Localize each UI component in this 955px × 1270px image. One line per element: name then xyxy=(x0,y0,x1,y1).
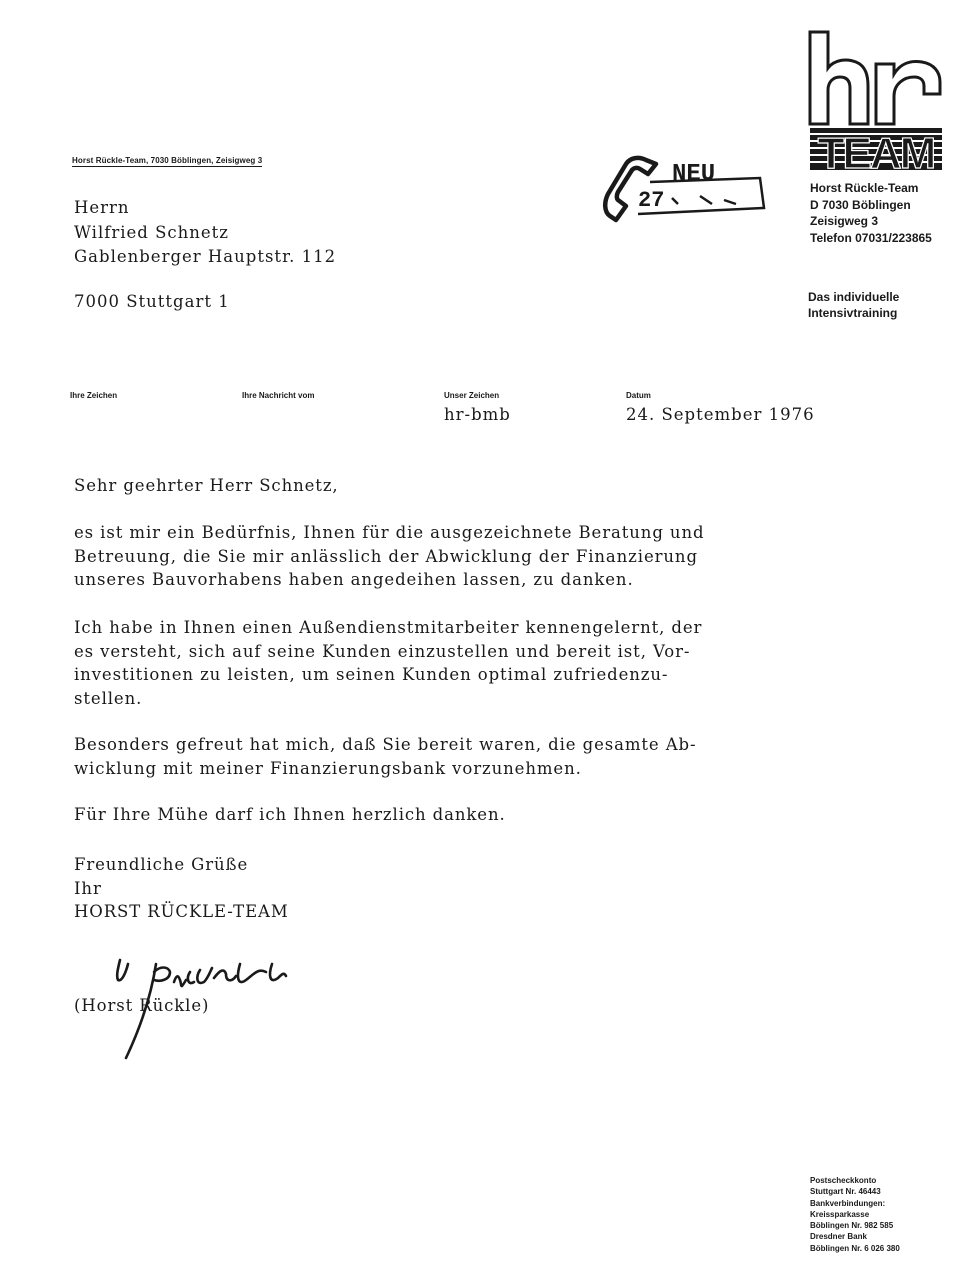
closing-block xyxy=(74,853,289,924)
received-stamp xyxy=(596,152,768,224)
footer-line: Böblingen Nr. 982 585 xyxy=(810,1221,894,1231)
unser-zeichen-label: Unser Zeichen xyxy=(444,391,500,400)
footer-line: Dresdner Bank xyxy=(810,1232,867,1242)
paragraph-line: investitionen zu leisten, um seinen Kunden optimal zufriedenzu- xyxy=(74,665,669,684)
sender-block xyxy=(810,180,932,246)
footer-line: Bankverbindungen: xyxy=(810,1198,886,1208)
company-sign: HORST RÜCKLE-TEAM xyxy=(74,902,289,921)
bank-details xyxy=(810,1175,900,1254)
recipient-salutation: Herrn xyxy=(74,198,130,217)
datum-value: 24. September 1976 xyxy=(626,405,815,424)
paragraph-line: unseres Bauvorhabens haben angedeihen lassen, zu danken. xyxy=(74,570,634,589)
footer-line: Postscheckkonto xyxy=(810,1176,877,1185)
footer-line: Böblingen Nr. 6 026 380 xyxy=(810,1243,900,1253)
footer-line: Stuttgart Nr. 46443 xyxy=(810,1187,881,1197)
tagline xyxy=(808,289,899,321)
recipient-street: Gablenberger Hauptstr. 112 xyxy=(74,247,337,266)
paragraph-3 xyxy=(74,733,697,780)
paragraph-line: es ist mir ein Bedürfnis, Ihnen für die ausgezeichnete Beratung und xyxy=(74,523,705,542)
paragraph-line: es versteht, sich auf seine Kunden einzustellen und bereit ist, Vor- xyxy=(74,641,691,661)
recipient-name: Wilfried Schnetz xyxy=(74,222,229,242)
stamp-date: 27 xyxy=(638,188,665,213)
sender-phone: Telefon 07031/223865 xyxy=(810,230,932,245)
paragraph-4: Für Ihre Mühe darf ich Ihnen herzlich danken. xyxy=(74,805,506,824)
paragraph-line: stellen. xyxy=(74,688,143,708)
paragraph-1 xyxy=(74,521,704,592)
closing-line: Freundliche Grüße xyxy=(74,855,249,874)
tagline-line1: Das individuelle xyxy=(808,290,900,304)
sender-street: Zeisigweg 3 xyxy=(810,214,879,228)
paragraph-2 xyxy=(74,616,702,710)
recipient-city: 7000 Stuttgart 1 xyxy=(74,292,230,311)
sender-city: D 7030 Böblingen xyxy=(810,197,911,212)
hr-team-logo xyxy=(806,30,946,172)
paragraph-line: Betreuung, die Sie mir anlässlich der Abwicklung der Finanzierung xyxy=(74,546,698,566)
letter-greeting: Sehr geehrter Herr Schnetz, xyxy=(74,476,339,495)
recipient-address xyxy=(74,196,336,270)
return-address: Horst Rückle-Team, 7030 Böblingen, Zeisigweg 3 xyxy=(72,156,263,165)
ihre-nachricht-label: Ihre Nachricht vom xyxy=(242,391,315,400)
svg-text:TEAM: TEAM xyxy=(817,129,935,172)
footer-line: Kreissparkasse xyxy=(810,1209,870,1219)
paragraph-line: Ich habe in Ihnen einen Außendienstmitarbeiter kennengelernt, der xyxy=(74,618,703,637)
ihre-zeichen-label: Ihre Zeichen xyxy=(70,391,118,400)
signatory-name: (Horst Rückle) xyxy=(74,996,210,1015)
stamp-label: NEU xyxy=(672,161,716,188)
paragraph-line: wicklung mit meiner Finanzierungsbank vorzunehmen. xyxy=(74,758,582,778)
unser-zeichen-value: hr-bmb xyxy=(444,405,511,424)
sender-name: Horst Rückle-Team xyxy=(810,181,919,195)
closing-ihr: Ihr xyxy=(74,878,102,898)
tagline-line2: Intensivtraining xyxy=(808,306,898,320)
paragraph-line: Besonders gefreut hat mich, daß Sie bereit waren, die gesamte Ab- xyxy=(74,735,697,754)
datum-label: Datum xyxy=(626,391,651,400)
